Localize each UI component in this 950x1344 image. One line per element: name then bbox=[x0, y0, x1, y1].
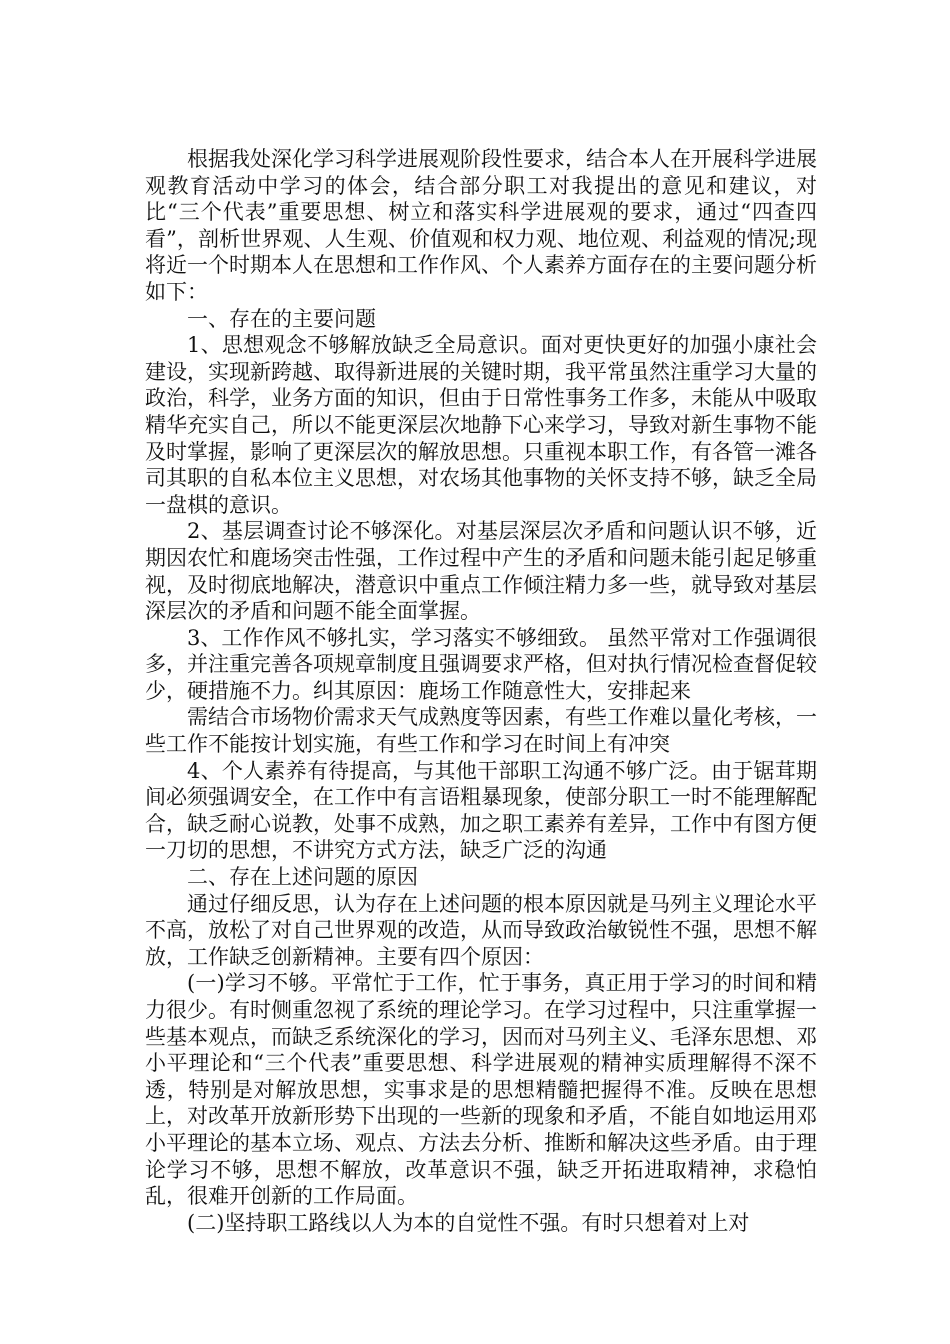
document-body bbox=[145, 146, 817, 1236]
section-heading-causes: 二、存在上述问题的原因 bbox=[187, 865, 418, 890]
problem-2-paragraph: 2、基层调查讨论不够深化。对基层深层次矛盾和问题认识不够，近期因农忙和鹿场突击性强，工作过程中产生的矛盾和问题未能引起足够重视，及时彻底地解决，潜意识中重点工作倾注精力多一些，就导致对基层深层次的矛盾和问题不能全面掌握。 bbox=[145, 519, 817, 624]
cause-1-paragraph: (一)学习不够。平常忙于工作，忙于事务，真正用于学习的时间和精力很少。有时侧重忽视了系统的理论学习。在学习过程中，只注重掌握一些基本观点，而缺乏系统深化的学习，因而对马列主义、毛泽东思想、邓小平理论和“三个代表”重要思想、科学进展观的精神实质理解得不深不透，特别是对解放思想，实事求是的思想精髓把握得不准。反映在思想上，对改革开放新形势下出现的一些新的现象和矛盾，不能自如地运用邓小平理论的基本立场、观点、方法去分析、推断和解决这些矛盾。由于理论学习不够，思想不解放，改革意识不强，缺乏开拓进取精神，求稳怕乱，很难开创新的工作局面。 bbox=[145, 971, 817, 1209]
problem-3-continuation: 需结合市场物价需求天气成熟度等因素，有些工作难以量化考核，一些工作不能按计划实施，有些工作和学习在时间上有冲突 bbox=[145, 705, 817, 757]
section-heading-problems: 一、存在的主要问题 bbox=[187, 306, 376, 331]
problem-1-paragraph: 1、思想观念不够解放缺乏全局意识。面对更快更好的加强小康社会建设，实现新跨越、取得新进展的关键时期，我平常虽然注重学习大量的政治，科学，业务方面的知识，但由于日常性事务工作多，未能从中吸取精华充实自己，所以不能更深层次地静下心来学习，导致对新生事物不能及时掌握，影响了更深层次的解放思想。只重视本职工作，有各管一滩各司其职的自私本位主义思想，对农场其他事物的关怀支持不够，缺乏全局一盘棋的意识。 bbox=[145, 333, 817, 517]
intro-paragraph: 根据我处深化学习科学进展观阶段性要求，结合本人在开展科学进展观教育活动中学习的体会，结合部分职工对我提出的意见和建议，对比“三个代表”重要思想、树立和落实科学进展观的要求，通过“四查四看”，剖析世界观、人生观、价值观和权力观、地位观、利益观的情况;现将近一个时期本人在思想和工作作风、个人素养方面存在的主要问题分析如下： bbox=[145, 147, 817, 304]
problem-4-paragraph: 4、个人素养有待提高，与其他干部职工沟通不够广泛。由于锯茸期间必须强调安全，在工作中有言语粗暴现象，使部分职工一时不能理解配合，缺乏耐心说教，处事不成熟，加之职工素养有差异，工作中有图方便一刀切的思想，不讲究方式方法，缺乏广泛的沟通 bbox=[145, 758, 817, 863]
cause-2-paragraph: (二)坚持职工路线以人为本的自觉性不强。有时只想着对上对 bbox=[187, 1210, 750, 1235]
problem-3-paragraph: 3、工作作风不够扎实，学习落实不够细致。 虽然平常对工作强调很多，并注重完善各项规章制度且强调要求严格，但对执行情况检查督促较少，硬措施不力。纠其原因：鹿场工作随意性大，安排起来 bbox=[145, 625, 817, 703]
causes-intro-paragraph: 通过仔细反思，认为存在上述问题的根本原因就是马列主义理论水平不高，放松了对自己世界观的改造，从而导致政治敏锐性不强，思想不解放，工作缺乏创新精神。主要有四个原因： bbox=[145, 891, 817, 969]
